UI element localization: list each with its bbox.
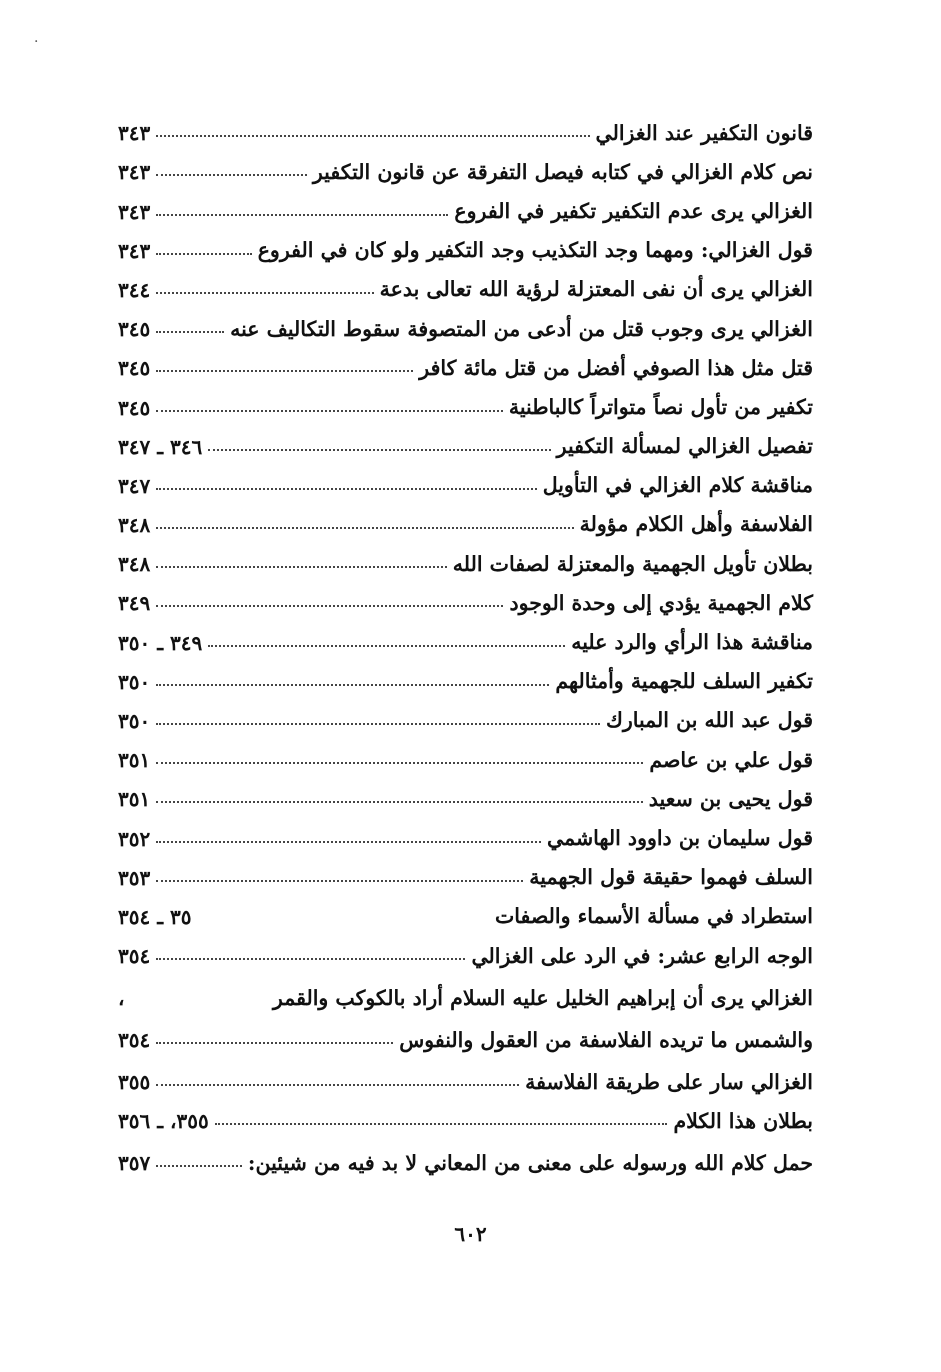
- toc-entry-page: ٣٤٨: [118, 513, 151, 538]
- toc-entry-title: استطراد في مسألة الأسماء والصفات: [494, 904, 813, 929]
- toc-entry-page: ٣٥٣: [118, 865, 151, 890]
- toc-entry-page: ٣٤٦ ـ ٣٤٧: [118, 434, 203, 459]
- toc-entry: [118, 929, 813, 968]
- toc-entry-title: حمل كلام الله ورسوله على معنى من المعاني لا بد فيه من شيئين:: [247, 1150, 813, 1175]
- toc-entry: [118, 263, 813, 302]
- toc-entry: [118, 106, 813, 145]
- toc-entry: [118, 694, 813, 733]
- toc-entry: [118, 184, 813, 223]
- toc-entry-page: ٣٤٧: [118, 473, 151, 498]
- dot-leader: [156, 841, 541, 843]
- toc-entry-title: الفلاسفة وأهل الكلام مؤولة: [579, 512, 813, 537]
- toc-entry: [118, 1052, 813, 1094]
- toc-entry-page: ٣٥٥، ـ ٣٥٦: [118, 1109, 209, 1134]
- toc-entry-title: الغزالي يرى أن نفى المعتزلة لرؤية الله تعالى بدعة: [379, 277, 813, 302]
- toc-entry-title: مناقشة هذا الرأي والرد عليه: [571, 630, 813, 655]
- toc-entry-page: ٣٤٩: [118, 591, 151, 616]
- dot-leader: [156, 566, 447, 568]
- dot-leader: [156, 801, 643, 803]
- dot-leader: [156, 214, 448, 216]
- dot-leader: [156, 410, 503, 412]
- toc-entry-title: قول سليمان بن داوود الهاشمي: [547, 825, 813, 850]
- toc-entry: [118, 851, 813, 890]
- toc-entry: [118, 811, 813, 850]
- dot-leader: [156, 292, 373, 294]
- toc-entry-page: ٣٤٥: [118, 395, 151, 420]
- toc-entry: [118, 380, 813, 419]
- toc-entry: [118, 1133, 813, 1175]
- toc-entry: [118, 302, 813, 341]
- toc-entry-page: ٣٤٣: [118, 121, 151, 146]
- dot-leader: [156, 331, 224, 333]
- scan-speck: ·: [34, 34, 39, 50]
- toc-entry-title: قول علي بن عاصم: [649, 747, 813, 772]
- toc-entry-page: ٣٥٤: [118, 1028, 151, 1053]
- toc-entry: [118, 341, 813, 380]
- dot-leader: [156, 174, 307, 176]
- toc-entry: [118, 655, 813, 694]
- toc-entry: [118, 459, 813, 498]
- dot-leader: [156, 880, 523, 882]
- dot-leader: [156, 1084, 519, 1086]
- toc-entry-title: تكفير من تأول نصاً متواتراً كالباطنية: [508, 394, 813, 419]
- toc-entry-title: قتل مثل هذا الصوفي أفضل من قتل مائة كافر: [419, 355, 813, 380]
- toc-entry-title: قول عبد الله بن المبارك: [605, 708, 813, 733]
- dot-leader: [208, 449, 550, 451]
- toc-entry-page: ٣٥ ـ ٣٥٤: [118, 904, 192, 929]
- toc-entry-page: ٣٤٥: [118, 317, 151, 342]
- dot-leader: [156, 527, 573, 529]
- toc-entry: [118, 733, 813, 772]
- toc-entry-page: ٣٤٥: [118, 356, 151, 381]
- toc-entry: [118, 498, 813, 537]
- toc-entry: [118, 890, 813, 929]
- toc-entry: [118, 772, 813, 811]
- toc-entry-title: الوجه الرابع عشر: في الرد على الغزالي: [471, 943, 813, 968]
- toc-entry-title: والشمس ما تريده الفلاسفة من العقول والنفوس: [399, 1027, 813, 1052]
- toc-entry-title: تفصيل الغزالي لمسألة التكفير: [556, 434, 813, 459]
- dot-leader: [156, 762, 643, 764]
- toc-entry-page: ٣٥٧: [118, 1151, 151, 1176]
- dot-leader: [156, 1042, 393, 1044]
- dot-leader: [156, 370, 413, 372]
- toc-entry-page: ٣٥٢: [118, 826, 151, 851]
- dot-leader: [156, 253, 251, 255]
- toc-entry-title: السلف فهموا حقيقة قول الجهمية: [529, 865, 813, 890]
- table-of-contents: [118, 106, 813, 1175]
- toc-entry-page: ٣٤٣: [118, 238, 151, 263]
- toc-entry-page: ٣٤٣: [118, 160, 151, 185]
- dot-leader: [215, 1123, 668, 1125]
- dot-leader: [156, 488, 536, 490]
- toc-entry-page: ٣٤٤: [118, 277, 151, 302]
- page-number: ٦٠٢: [454, 1222, 487, 1246]
- dot-leader: [156, 135, 589, 137]
- toc-entry: [118, 145, 813, 184]
- toc-entry-title: نص كلام الغزالي في كتابه فيصل التفرقة عن قانون التكفير: [312, 159, 813, 184]
- toc-entry-title: الغزالي يرى أن إبراهيم الخليل عليه السلام أراد بالكوكب والقمر: [272, 985, 813, 1010]
- toc-entry-title: كلام الجهمية يؤدي إلى وحدة الوجود: [509, 590, 813, 615]
- toc-entry-title: مناقشة كلام الغزالي في التأويل: [542, 473, 813, 498]
- toc-entry: [118, 537, 813, 576]
- toc-entry-page: ٣٤٣: [118, 199, 151, 224]
- toc-entry-page: ٣٥٠: [118, 669, 151, 694]
- dot-leader: [156, 684, 549, 686]
- toc-entry-page: ٣٤٨: [118, 552, 151, 577]
- toc-entry-title: قول يحيى بن سعيد: [648, 786, 813, 811]
- toc-entry: [118, 420, 813, 459]
- toc-entry-page: ٣٥٤: [118, 944, 151, 969]
- toc-entry: [118, 1010, 813, 1052]
- toc-entry-title: الغزالي سار على طريقة الفلاسفة: [525, 1069, 813, 1094]
- toc-entry: [118, 1094, 813, 1133]
- toc-entry: [118, 968, 813, 1010]
- toc-entry-page: ،: [118, 986, 125, 1011]
- toc-entry-page: ٣٤٩ ـ ٣٥٠: [118, 630, 203, 655]
- toc-entry: [118, 224, 813, 263]
- toc-entry-title: بطلان تأويل الجهمية والمعتزلة لصفات الله: [452, 551, 813, 576]
- toc-entry-title: قانون التكفير عند الغزالي: [595, 120, 813, 145]
- toc-entry-page: ٣٥١: [118, 748, 151, 773]
- toc-entry-title: قول الغزالي: ومهما وجد التكذيب وجد التكفير ولو كان في الفروع: [257, 238, 813, 263]
- toc-entry-page: ٣٥١: [118, 787, 151, 812]
- toc-entry-title: بطلان هذا الكلام: [673, 1108, 813, 1133]
- dot-leader: [156, 605, 503, 607]
- dot-leader: [156, 1165, 242, 1167]
- dot-leader: [156, 958, 465, 960]
- toc-entry-title: الغزالي يرى وجوب قتل من أدعى من المتصوفة سقوط التكاليف عنه: [230, 316, 813, 341]
- dot-leader: [208, 645, 565, 647]
- toc-entry-title: تكفير السلف للجهمية وأمثالهم: [555, 669, 813, 694]
- dot-leader: [156, 723, 600, 725]
- toc-entry-page: ٣٥٠: [118, 709, 151, 733]
- toc-entry-title: الغزالي يرى عدم التكفير تكفير في الفروع: [454, 198, 813, 223]
- toc-entry-page: ٣٥٥: [118, 1070, 151, 1095]
- toc-entry: [118, 576, 813, 615]
- toc-entry: [118, 615, 813, 654]
